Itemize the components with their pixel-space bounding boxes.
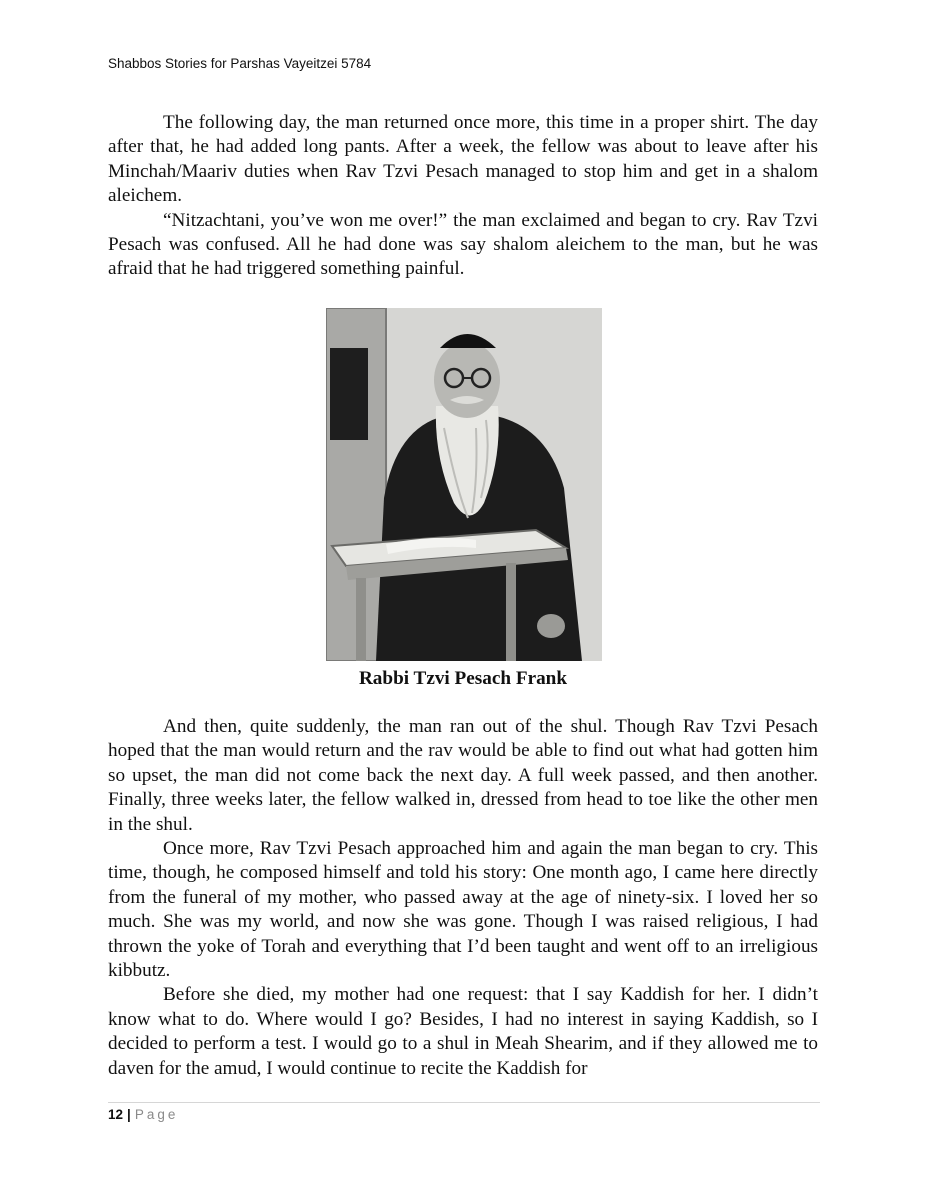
paragraph: “Nitzachtani, you’ve won me over!” the man exclaimed and began to cry. Rav Tzvi Pesach was confused. All he had done was say shalom aleichem to the man, but he was afraid that he had triggered something painful. — [108, 209, 818, 280]
page-number: 12 — [108, 1107, 124, 1122]
paragraph: Before she died, my mother had one request: that I say Kaddish for her. I didn’t know what to do. Where would I go? Besides, I had no interest in saying Kaddish, so I decided to perform a test. I would go to a shul in Meah Shearim, and if they allowed me to daven for the amud, I would continue to recite the Kaddish for — [108, 984, 818, 1079]
page-header-title: Shabbos Stories for Parshas Vayeitzei 5784 — [108, 56, 372, 71]
portrait-illustration — [326, 308, 602, 661]
body-text-bottom — [108, 715, 818, 1081]
footer-divider — [108, 1102, 820, 1103]
figure-caption: Rabbi Tzvi Pesach Frank — [358, 668, 568, 689]
footer-separator: | — [127, 1107, 131, 1122]
portrait-photo — [326, 308, 602, 661]
page-footer — [108, 1107, 178, 1122]
page-label: Page — [134, 1107, 179, 1122]
paragraph: And then, quite suddenly, the man ran out of the shul. Though Rav Tzvi Pesach hoped that the man would return and the rav would be able to find out what had gotten him so upset, the man did not come back the next day. A full week passed, and then another. Finally, three weeks later, the fellow walked in, dressed from head to toe like the other men in the shul. — [108, 716, 818, 835]
paragraph: The following day, the man returned once more, this time in a proper shirt. The day after that, he had added long pants. After a week, the fellow was about to leave after his Minchah/Maariv duties when Rav Tzvi Pesach managed to stop him and get in a shalom aleichem. — [108, 112, 818, 207]
body-text-top — [108, 111, 818, 282]
paragraph: Once more, Rav Tzvi Pesach approached him and again the man began to cry. This time, though, he composed himself and told his story: One month ago, I came here directly from the funeral of my mother, who passed away at the age of ninety-six. I loved her so much. She was my world, and now she was gone. Though I was raised religious, I had thrown the yoke of Torah and everything that I’d been taught and went off to an irreligious kibbutz. — [108, 838, 818, 982]
